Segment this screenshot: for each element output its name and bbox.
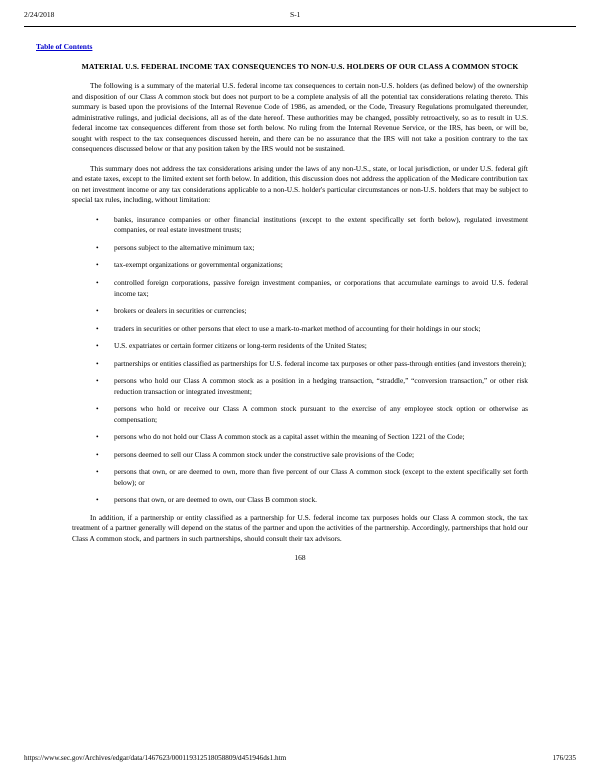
footer-page-count: 176/235	[552, 754, 576, 762]
page-number: 168	[294, 553, 306, 563]
bullet-icon: •	[96, 358, 99, 368]
list-item	[72, 306, 528, 317]
list-item	[72, 359, 528, 370]
bullet-icon: •	[96, 260, 99, 270]
list-item-text: persons that own, or are deemed to own, more than five percent of our Class A common stock (except to the extent specifically set forth below); or	[114, 467, 528, 487]
bullet-icon: •	[96, 432, 99, 442]
bullet-icon: •	[96, 277, 99, 287]
list-item-text: traders in securities or other persons that elect to use a mark-to-market method of accounting for their holdings in our stock;	[114, 323, 481, 333]
list-item	[72, 324, 528, 335]
bullet-icon: •	[96, 214, 99, 224]
list-item	[72, 495, 528, 506]
list-item-text: persons subject to the alternative minimum tax;	[114, 242, 255, 252]
bullet-icon: •	[96, 404, 99, 414]
list-item	[72, 278, 528, 299]
intro-paragraph-2: This summary does not address the tax considerations arising under the laws of any non-U.S., state, or local jurisdiction, or under U.S. federal gift and estate taxes, except to the limited extent set forth below. In addition, this discussion does not address the application of the Medicare contribution tax on net investment income or any tax considerations applicable to a non-U.S. holder's particular circumstances or non-U.S. holders that may be subject to special tax rules, including, without limitation:	[72, 163, 528, 205]
bullet-icon: •	[96, 449, 99, 459]
bullet-icon: •	[96, 495, 99, 505]
page-header	[24, 10, 576, 19]
list-item	[72, 467, 528, 488]
list-item-text: U.S. expatriates or certain former citizens or long-term residents of the United States;	[114, 341, 367, 351]
header-form-label: S-1	[290, 10, 301, 19]
list-item-text: persons who hold our Class A common stock as a position in a hedging transaction, “straddle,” “conversion transaction,” or other risk reduction transaction or integrated investment;	[114, 376, 528, 396]
list-item	[72, 376, 528, 397]
closing-paragraph: In addition, if a partnership or entity classified as a partnership for U.S. federal income tax purposes holds our Class A common stock, the tax treatment of a partner generally will depend on the status of the partner and upon the activities of the partnership. Accordingly, partnerships that hold our Class A common stock, and partners in such partnerships, should consult their tax advisors.	[72, 512, 528, 543]
list-item	[72, 243, 528, 254]
header-divider	[24, 26, 576, 27]
list-item	[72, 432, 528, 443]
page-footer	[24, 754, 576, 762]
bullet-icon: •	[96, 376, 99, 386]
document-body	[72, 62, 528, 562]
bullet-icon: •	[96, 341, 99, 351]
list-item-text: persons deemed to sell our Class A common stock under the constructive sale provisions of the Code;	[114, 449, 415, 459]
list-item-text: brokers or dealers in securities or currencies;	[114, 306, 247, 316]
bullet-icon: •	[96, 467, 99, 477]
list-item-text: persons who do not hold our Class A common stock as a capital asset within the meaning of Section 1221 of the Code;	[114, 432, 465, 442]
list-item-text: persons that own, or are deemed to own, our Class B common stock.	[114, 495, 318, 505]
page-title: MATERIAL U.S. FEDERAL INCOME TAX CONSEQUENCES TO NON-U.S. HOLDERS OF OUR CLASS A COMMON STOCK	[81, 62, 519, 71]
exclusions-list	[72, 215, 528, 506]
list-item	[72, 404, 528, 425]
footer-url: https://www.sec.gov/Archives/edgar/data/1467623/000119312518058809/d451946ds1.htm	[24, 754, 287, 762]
bullet-icon: •	[96, 242, 99, 252]
list-item	[72, 450, 528, 461]
list-item-text: controlled foreign corporations, passive foreign investment companies, or corporations that accumulate earnings to avoid U.S. federal income tax;	[114, 277, 528, 298]
bullet-icon: •	[96, 323, 99, 333]
intro-paragraph-1: The following is a summary of the material U.S. federal income tax consequences to certain non-U.S. holders (as defined below) of the ownership and disposition of our Class A common stock but does not purport to be a complete analysis of all the potential tax considerations relating thereto. This summary is based upon the provisions of the Internal Revenue Code of 1986, as amended, or the Code, Treasury Regulations promulgated thereunder, administrative rulings, and judicial decisions, all as of the date hereof. These authorities may be changed, possibly retroactively, so as to result in U.S. federal income tax consequences different from those set forth below. No ruling from the Internal Revenue Service, or the IRS, has been, or will be, sought with respect to the tax consequences discussed herein, and there can be no assurance that the IRS will not take a position contrary to the tax consequences discussed below or that any position taken by the IRS would not be sustained.	[72, 81, 528, 154]
bullet-icon: •	[96, 306, 99, 316]
table-of-contents-link[interactable]: Table of Contents	[36, 42, 93, 51]
list-item	[72, 215, 528, 236]
list-item-text: partnerships or entities classified as partnerships for U.S. federal income tax purposes or other pass-through entities (and investors therein);	[114, 358, 527, 368]
list-item	[72, 260, 528, 271]
list-item-text: tax-exempt organizations or governmental organizations;	[114, 260, 283, 270]
header-date: 2/24/2018	[24, 10, 55, 19]
list-item-text: banks, insurance companies or other financial institutions (except to the extent specifically set forth below), regulated investment companies, or real estate investment trusts;	[114, 214, 528, 235]
list-item-text: persons who hold or receive our Class A common stock pursuant to the exercise of any employee stock option or otherwise as compensation;	[114, 404, 528, 424]
list-item	[72, 341, 528, 352]
